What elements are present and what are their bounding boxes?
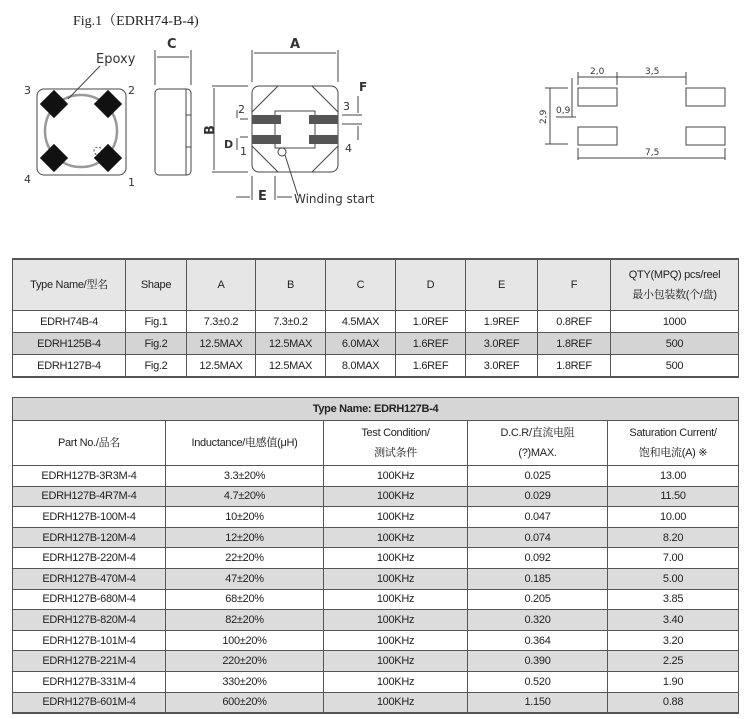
part-cell: 100KHz (324, 610, 468, 631)
spec-cell: 7.3±0.2 (187, 311, 256, 333)
dim-e-label: E (258, 189, 267, 204)
part-cell: 100KHz (324, 486, 468, 507)
spec-cell: 1.6REF (396, 355, 466, 378)
part-cell: EDRH127B-3R3M-4 (13, 466, 166, 487)
part-row (13, 548, 739, 569)
part-cell: 100KHz (324, 527, 468, 548)
pin-label: 3 (24, 84, 31, 97)
part-cell: 0.88 (608, 692, 739, 713)
land-space-label: 0,9 (556, 106, 571, 116)
part-cell: 12±20% (166, 527, 324, 548)
part-cell: 100KHz (324, 548, 468, 569)
spec-cell: 12.5MAX (256, 333, 326, 355)
spec-table (12, 258, 739, 378)
part-cell: EDRH127B-331M-4 (13, 671, 166, 692)
part-cell: 0.390 (468, 651, 608, 672)
part-cell: 8.20 (608, 527, 739, 548)
pin-label: 4 (24, 173, 31, 186)
pin-label: 2 (128, 84, 135, 97)
part-cell: 0.092 (468, 548, 608, 569)
part-cell: 100KHz (324, 466, 468, 487)
spec-cell: 7.3±0.2 (256, 311, 326, 333)
part-row (13, 651, 739, 672)
spec-cell: 1.8REF (538, 355, 611, 378)
part-cell: 1.150 (468, 692, 608, 713)
part-header-cell: Inductance/电感值(μH) (166, 421, 324, 466)
part-cell: 0.205 (468, 589, 608, 610)
epoxy-pad (40, 144, 68, 172)
spec-cell: EDRH74B-4 (13, 311, 126, 333)
spec-cell: 8.0MAX (326, 355, 396, 378)
spec-header-row: Type Name/型名 Shape A B C D E F QTY(MPQ) pcs/reel 最小包装数(个/盘) (13, 259, 739, 311)
part-cell: 100KHz (324, 692, 468, 713)
part-cell: EDRH127B-221M-4 (13, 651, 166, 672)
part-table (12, 397, 739, 714)
part-cell: 5.00 (608, 568, 739, 589)
part-cell: 47±20% (166, 568, 324, 589)
part-cell: 100KHz (324, 507, 468, 528)
part-cell: 100KHz (324, 589, 468, 610)
spec-cell: Fig.1 (126, 311, 187, 333)
part-row (13, 466, 739, 487)
part-cell: EDRH127B-4R7M-4 (13, 486, 166, 507)
spec-cell: EDRH125B-4 (13, 333, 126, 355)
dim-d-label: D (224, 138, 234, 151)
part-cell: 10±20% (166, 507, 324, 528)
part-row (13, 527, 739, 548)
part-cell: 3.85 (608, 589, 739, 610)
part-header-cell: Saturation Current/ 饱和电流(A) ※ (608, 421, 739, 466)
pin-label: 3 (343, 100, 350, 113)
part-cell: 11.50 (608, 486, 739, 507)
part-cell: 220±20% (166, 651, 324, 672)
part-cell: 100KHz (324, 671, 468, 692)
spec-cell: 6.0MAX (326, 333, 396, 355)
dim-b-label: B (203, 125, 218, 135)
part-header-cell: Test Condition/ 测试条件 (324, 421, 468, 466)
part-cell: 3.20 (608, 630, 739, 651)
part-cell: EDRH127B-101M-4 (13, 630, 166, 651)
spec-cell: 1.0REF (396, 311, 466, 333)
part-cell: 0.025 (468, 466, 608, 487)
part-cell: 600±20% (166, 692, 324, 713)
spec-cell: 12.5MAX (187, 333, 256, 355)
part-cell: 0.074 (468, 527, 608, 548)
part-cell: 10.00 (608, 507, 739, 528)
spec-cell: 4.5MAX (326, 311, 396, 333)
part-cell: 3.40 (608, 610, 739, 631)
part-cell: 0.185 (468, 568, 608, 589)
part-cell: 13.00 (608, 466, 739, 487)
part-cell: EDRH127B-120M-4 (13, 527, 166, 548)
pin-label: 1 (240, 145, 247, 158)
spec-cell: 12.5MAX (187, 355, 256, 378)
pin-label: 1 (128, 176, 135, 189)
part-cell: 100KHz (324, 651, 468, 672)
part-row (13, 671, 739, 692)
part-header-row (13, 421, 739, 466)
land-gap-label: 3,5 (645, 67, 660, 77)
spec-cell: 1.9REF (466, 311, 538, 333)
spec-cell: 12.5MAX (256, 355, 326, 378)
part-cell: 0.047 (468, 507, 608, 528)
part-cell: 100KHz (324, 630, 468, 651)
part-cell: EDRH127B-601M-4 (13, 692, 166, 713)
part-cell: 330±20% (166, 671, 324, 692)
part-table-title: Type Name: EDRH127B-4 (13, 398, 739, 421)
spec-row (13, 311, 739, 333)
part-row (13, 610, 739, 631)
spec-cell: 1000 (611, 311, 739, 333)
part-row (13, 589, 739, 610)
spec-cell: 3.0REF (466, 355, 538, 378)
part-row (13, 692, 739, 713)
land-width-label: 2,0 (590, 67, 605, 77)
pin-label: 2 (238, 103, 245, 116)
part-row (13, 507, 739, 528)
spec-cell: EDRH127B-4 (13, 355, 126, 378)
part-cell: 22±20% (166, 548, 324, 569)
part-row (13, 568, 739, 589)
part-cell: 4.7±20% (166, 486, 324, 507)
part-cell: EDRH127B-470M-4 (13, 568, 166, 589)
part-cell: EDRH127B-100M-4 (13, 507, 166, 528)
spec-cell: 1.6REF (396, 333, 466, 355)
spec-cell: Fig.2 (126, 333, 187, 355)
epoxy-label: Epoxy (96, 52, 136, 67)
spec-cell: 500 (611, 355, 739, 378)
part-cell: EDRH127B-220M-4 (13, 548, 166, 569)
spec-cell: Fig.2 (126, 355, 187, 378)
spec-cell: 500 (611, 333, 739, 355)
dim-f-label: F (359, 80, 368, 94)
part-cell: EDRH127B-680M-4 (13, 589, 166, 610)
part-cell: EDRH127B-820M-4 (13, 610, 166, 631)
epoxy-pad (94, 90, 122, 118)
land-height-label: 2,9 (539, 109, 549, 124)
epoxy-pad (40, 90, 68, 118)
figure-title: Fig.1（EDRH74-B-4) (73, 14, 199, 29)
spec-row (13, 333, 739, 355)
part-cell: 2.25 (608, 651, 739, 672)
dim-a-label: A (290, 37, 301, 52)
part-cell: 100KHz (324, 568, 468, 589)
land-pattern (545, 72, 725, 160)
part-cell: 1.90 (608, 671, 739, 692)
spec-cell: 1.8REF (538, 333, 611, 355)
spec-row (13, 355, 739, 378)
pin-label: 4 (345, 142, 352, 155)
land-total-label: 7,5 (645, 148, 660, 158)
part-cell: 7.00 (608, 548, 739, 569)
part-cell: 0.520 (468, 671, 608, 692)
part-cell: 3.3±20% (166, 466, 324, 487)
part-cell: 0.364 (468, 630, 608, 651)
spec-cell: 3.0REF (466, 333, 538, 355)
part-row (13, 630, 739, 651)
part-row (13, 486, 739, 507)
part-cell: 0.029 (468, 486, 608, 507)
part-cell: 0.320 (468, 610, 608, 631)
part-cell: 82±20% (166, 610, 324, 631)
dimension-drawing (0, 0, 750, 250)
dim-c-label: C (167, 37, 177, 52)
part-header-cell: Part No./品名 (13, 421, 166, 466)
spec-cell: 0.8REF (538, 311, 611, 333)
part-cell: 100±20% (166, 630, 324, 651)
part-cell: 68±20% (166, 589, 324, 610)
winding-start-label: Winding start (294, 192, 375, 206)
epoxy-pad (94, 144, 122, 172)
part-header-cell: D.C.R/直流电阻 (?)MAX. (468, 421, 608, 466)
